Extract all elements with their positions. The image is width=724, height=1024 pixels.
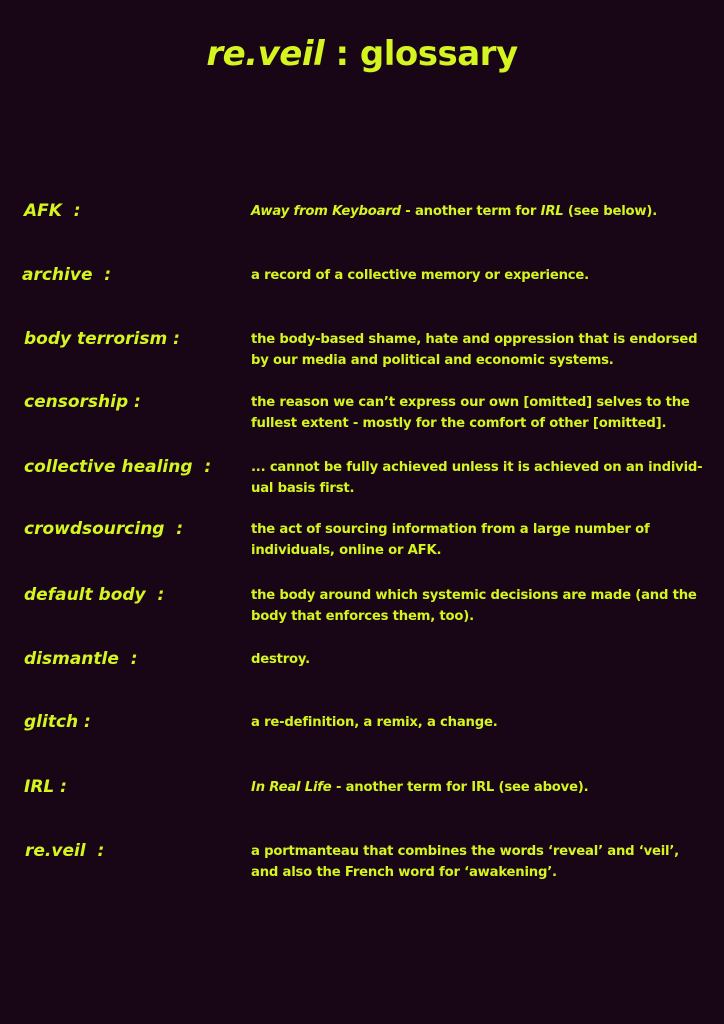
definition-line-2: and also the French word for ‘awakening’. xyxy=(251,865,557,880)
definition-text: - another term for IRL (see above). xyxy=(331,780,589,795)
title-rest: : glossary xyxy=(324,34,518,74)
definition-text: the body around which systemic decisions are made (and the xyxy=(251,588,697,603)
glossary-definition xyxy=(251,457,721,499)
definition-text: a record of a collective memory or experience. xyxy=(251,268,589,283)
glossary-definition xyxy=(251,329,721,371)
definition-text: a portmanteau that combines the words ‘reveal’ and ‘veil’, xyxy=(251,844,679,859)
definition-text: a re-definition, a remix, a change. xyxy=(251,715,498,730)
definition-text: - another term for xyxy=(400,204,541,219)
glossary-definition xyxy=(251,392,721,434)
definition-text: ... cannot be fully achieved unless it is achieved on an individ- xyxy=(251,460,703,475)
title-brand: re.veil xyxy=(206,34,325,74)
glossary-term: AFK : xyxy=(24,201,81,221)
definition-line-2: by our media and political and economic systems. xyxy=(251,353,614,368)
definition-line-2: individuals, online or AFK. xyxy=(251,543,442,558)
glossary-definition xyxy=(251,265,721,286)
glossary-term: collective healing : xyxy=(24,457,212,477)
glossary-definition xyxy=(251,649,721,670)
definition-text: the act of sourcing information from a large number of xyxy=(251,522,650,537)
glossary-definition xyxy=(251,585,721,627)
glossary-term: default body : xyxy=(24,585,165,605)
definition-line-2: ual basis first. xyxy=(251,481,355,496)
glossary-term: dismantle : xyxy=(24,649,138,669)
glossary-definition xyxy=(251,519,721,561)
glossary-definition xyxy=(251,712,721,733)
glossary-term: crowdsourcing : xyxy=(24,519,184,539)
definition-text: the body-based shame, hate and oppression that is endorsed xyxy=(251,332,698,347)
glossary-term: archive : xyxy=(22,265,112,285)
definition-text: the reason we can’t express our own [omitted] selves to the xyxy=(251,395,690,410)
definition-italic: In Real Life xyxy=(251,780,332,795)
glossary-term: glitch : xyxy=(24,712,91,732)
definition-line-2: body that enforces them, too). xyxy=(251,609,474,624)
page-title xyxy=(0,34,724,74)
definition-text: destroy. xyxy=(251,652,310,667)
glossary-term: censorship : xyxy=(24,392,141,412)
glossary-definition xyxy=(251,777,721,798)
glossary-definition xyxy=(251,841,721,883)
definition-italic-2: IRL xyxy=(540,204,564,219)
glossary-term: IRL : xyxy=(24,777,67,797)
definition-text-2: (see below). xyxy=(563,204,658,219)
definition-line-2: fullest extent - mostly for the comfort of other [omitted]. xyxy=(251,416,667,431)
glossary-term: re.veil : xyxy=(25,841,105,861)
glossary-definition xyxy=(251,201,721,222)
definition-italic: Away from Keyboard xyxy=(251,204,401,219)
glossary-term: body terrorism : xyxy=(24,329,180,349)
